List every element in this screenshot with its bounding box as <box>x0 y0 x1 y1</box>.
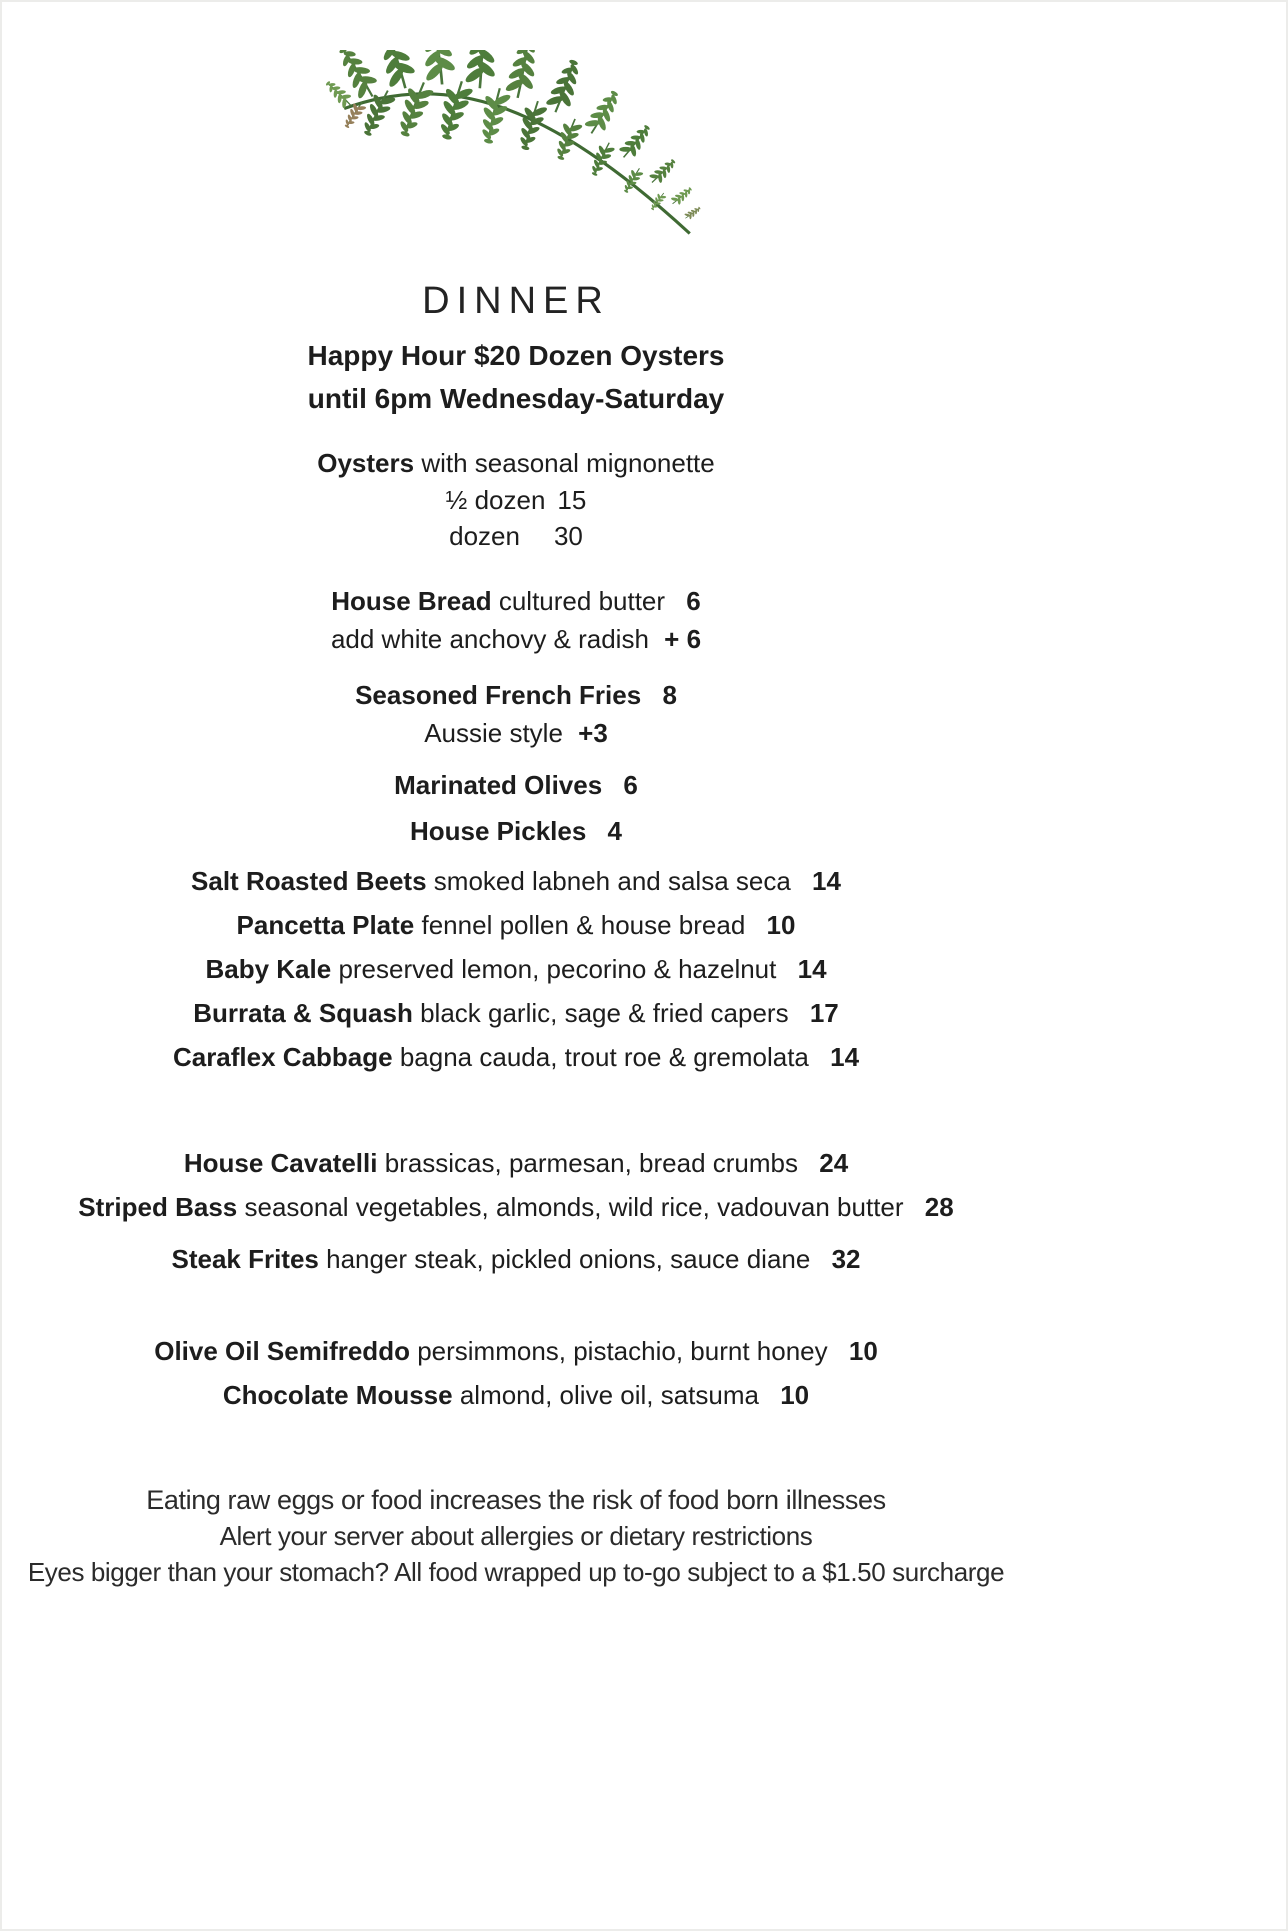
item-price: 14 <box>812 866 841 896</box>
oyster-half-dozen-row <box>0 484 1032 516</box>
option-price: 30 <box>553 521 583 551</box>
item-name: Steak Frites <box>171 1244 319 1274</box>
menu-title: DINNER <box>422 280 610 322</box>
menu-item <box>0 1378 1032 1412</box>
item-price: 28 <box>924 1192 954 1222</box>
menu-item <box>0 864 1032 898</box>
menu-item <box>0 952 1032 986</box>
menu-item <box>0 1190 1032 1224</box>
option-price: 15 <box>557 485 587 515</box>
fern-icon <box>311 50 721 255</box>
item-name: Salt Roasted Beets <box>191 866 427 896</box>
item-description: seasonal vegetables, almonds, wild rice, vadouvan butter <box>244 1192 904 1222</box>
menu-item <box>0 996 1032 1030</box>
item-description: hanger steak, pickled onions, sauce diane <box>326 1244 811 1274</box>
menu-item <box>0 1334 1032 1368</box>
item-name: Burrata & Squash <box>193 998 413 1028</box>
oyster-dozen-row <box>0 520 1032 552</box>
item-price: 10 <box>848 1336 878 1366</box>
menu-item <box>0 814 1032 848</box>
item-description: cultured butter <box>498 586 666 616</box>
item-name: Marinated Olives <box>394 770 603 800</box>
item-description: black garlic, sage & fried capers <box>420 998 789 1028</box>
footer-note: Eyes bigger than your stomach? All food wrapped up to-go subject to a $1.50 surcharge <box>27 1557 1005 1587</box>
item-price: 17 <box>809 998 839 1028</box>
menu-item <box>0 1040 1032 1074</box>
item-price: 14 <box>797 954 827 984</box>
item-name: Oysters <box>317 448 415 478</box>
item-price: 8 <box>662 680 677 710</box>
subitem-text: add white anchovy & radish <box>330 624 649 654</box>
menu-item <box>0 768 1032 802</box>
menu-item <box>0 678 1032 712</box>
item-name: House Pickles <box>409 816 587 846</box>
happy-hour-line-1: Happy Hour $20 Dozen Oysters <box>307 340 725 371</box>
item-description: smoked labneh and salsa seca <box>433 866 791 896</box>
menu-item <box>0 1242 1032 1276</box>
item-price: 4 <box>607 816 622 846</box>
item-name: Pancetta Plate <box>236 910 415 940</box>
menu-subitem <box>0 716 1032 750</box>
item-price: 10 <box>780 1380 810 1410</box>
menu-subitem <box>0 622 1032 656</box>
item-description: fennel pollen & house bread <box>421 910 746 940</box>
item-description: persimmons, pistachio, burnt honey <box>417 1336 828 1366</box>
item-name: House Cavatelli <box>183 1148 378 1178</box>
menu-footer <box>0 1482 1032 1590</box>
fern-illustration <box>0 0 1032 255</box>
menu-item <box>0 1146 1032 1180</box>
menu-item <box>0 908 1032 942</box>
item-name: Seasoned French Fries <box>355 680 642 710</box>
footer-note: Eating raw eggs or food increases the risk of food born illnesses <box>146 1485 886 1515</box>
subitem-price: +3 <box>578 718 608 748</box>
item-price: 14 <box>830 1042 860 1072</box>
option-label: dozen <box>449 521 520 551</box>
item-description: preserved lemon, pecorino & hazelnut <box>338 954 777 984</box>
item-price: 10 <box>766 910 796 940</box>
footer-note: Alert your server about allergies or dietary restrictions <box>219 1521 813 1551</box>
item-description: almond, olive oil, satsuma <box>459 1380 759 1410</box>
menu-item <box>0 584 1032 618</box>
menu-item-oysters <box>0 446 1032 480</box>
item-price: 24 <box>819 1148 849 1178</box>
item-name: Olive Oil Semifreddo <box>154 1336 410 1366</box>
item-name: House Bread <box>331 586 492 616</box>
subitem-text: Aussie style <box>424 718 563 748</box>
item-price: 32 <box>831 1244 861 1274</box>
item-name: Baby Kale <box>205 954 332 984</box>
option-label: ½ dozen <box>445 485 546 515</box>
item-name: Striped Bass <box>78 1192 238 1222</box>
item-description: with seasonal mignonette <box>421 448 715 478</box>
happy-hour-line-2: until 6pm Wednesday-Saturday <box>307 383 725 414</box>
subitem-price: + 6 <box>664 624 702 654</box>
item-description: brassicas, parmesan, bread crumbs <box>384 1148 798 1178</box>
item-description: bagna cauda, trout roe & gremolata <box>399 1042 809 1072</box>
item-price: 6 <box>623 770 638 800</box>
item-name: Chocolate Mousse <box>222 1380 453 1410</box>
item-price: 6 <box>686 586 701 616</box>
item-name: Caraflex Cabbage <box>172 1042 393 1072</box>
